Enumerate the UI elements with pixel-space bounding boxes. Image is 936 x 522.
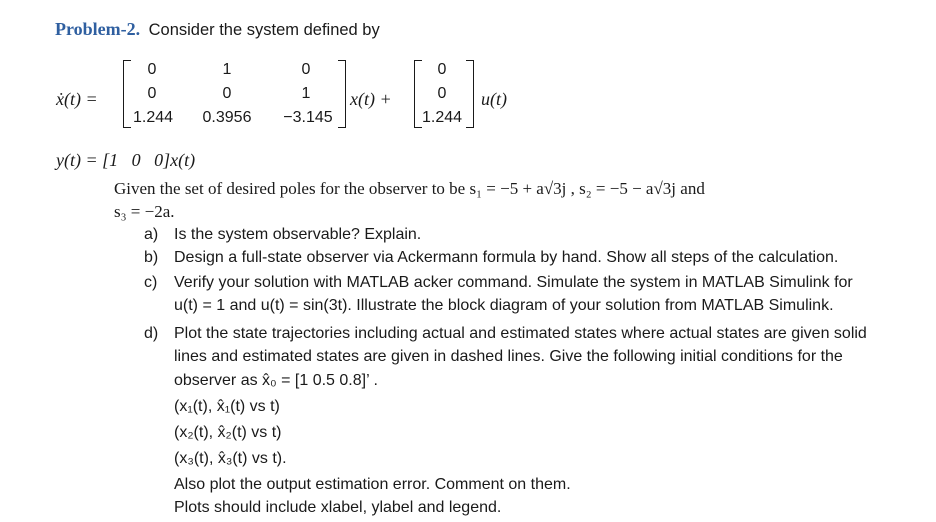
- item-d-line-8: Plots should include xlabel, ylabel and legend.: [174, 499, 502, 516]
- matrix-a-cell: 1.244: [132, 109, 174, 126]
- matrix-b-cell: 1.244: [421, 109, 463, 126]
- item-a-text: Is the system observable? Explain.: [174, 226, 422, 243]
- poles-line-2: s₃ = −2a.: [114, 202, 175, 221]
- matrix-a-cell: 0: [147, 85, 157, 102]
- item-c-line-2: u(t) = 1 and u(t) = sin(3t). Illustrate the block diagram of your solution from MATLAB Simulink.: [174, 297, 834, 314]
- matrix-b-cell: 0: [437, 61, 447, 78]
- problem-heading: [55, 19, 380, 40]
- item-d-line-3: observer as x̂₀ = [1 0.5 0.8]’ .: [174, 372, 378, 389]
- item-d-trajectory-3: (x₃(t), x̂₃(t) vs t).: [174, 450, 287, 467]
- item-d-line-1: Plot the state trajectories including actual and estimated states where actual states are given solid: [174, 325, 867, 342]
- poles-line-1: Given the set of desired poles for the observer to be s₁ = −5 + a√3j , s₂ = −5 − a√3j and: [114, 179, 705, 198]
- problem-label: Problem-2.: [55, 19, 141, 39]
- item-d-trajectory-1: (x₁(t), x̂₁(t) vs t): [174, 398, 280, 415]
- item-d-marker: d): [144, 325, 159, 342]
- item-b-text: Design a full-state observer via Ackermann formula by hand. Show all steps of the calculation.: [174, 249, 839, 266]
- item-b-marker: b): [144, 249, 159, 266]
- matrix-a-right-bracket: [338, 60, 346, 128]
- matrix-a-cell: 0: [222, 85, 232, 102]
- matrix-a-cell: 0.3956: [202, 109, 252, 126]
- state-eq-mid: x(t) +: [350, 89, 392, 109]
- item-d-trajectory-2: (x₂(t), x̂₂(t) vs t): [174, 424, 282, 441]
- state-eq-rhs: u(t): [481, 89, 507, 109]
- item-d-line-2: lines and estimated states are given in dashed lines. Give the following initial conditions for the: [174, 348, 843, 365]
- matrix-a-cell: 0: [147, 61, 157, 78]
- item-c-line-1: Verify your solution with MATLAB acker command. Simulate the system in MATLAB Simulink for: [174, 274, 853, 291]
- state-eq-lhs: ẋ(t) =: [56, 89, 98, 109]
- matrix-b-right-bracket: [466, 60, 474, 128]
- output-equation: y(t) = [1 0 0]x(t): [56, 150, 196, 170]
- item-a-marker: a): [144, 226, 159, 243]
- matrix-a-cell: 1: [222, 61, 232, 78]
- item-d-line-7: Also plot the output estimation error. Comment on them.: [174, 476, 571, 493]
- item-c-marker: c): [144, 274, 158, 291]
- matrix-b-cell: 0: [437, 85, 447, 102]
- matrix-a-cell: 0: [301, 61, 311, 78]
- matrix-a-cell: −3.145: [283, 109, 333, 126]
- matrix-a-cell: 1: [301, 85, 311, 102]
- problem-intro: Consider the system defined by: [148, 21, 380, 39]
